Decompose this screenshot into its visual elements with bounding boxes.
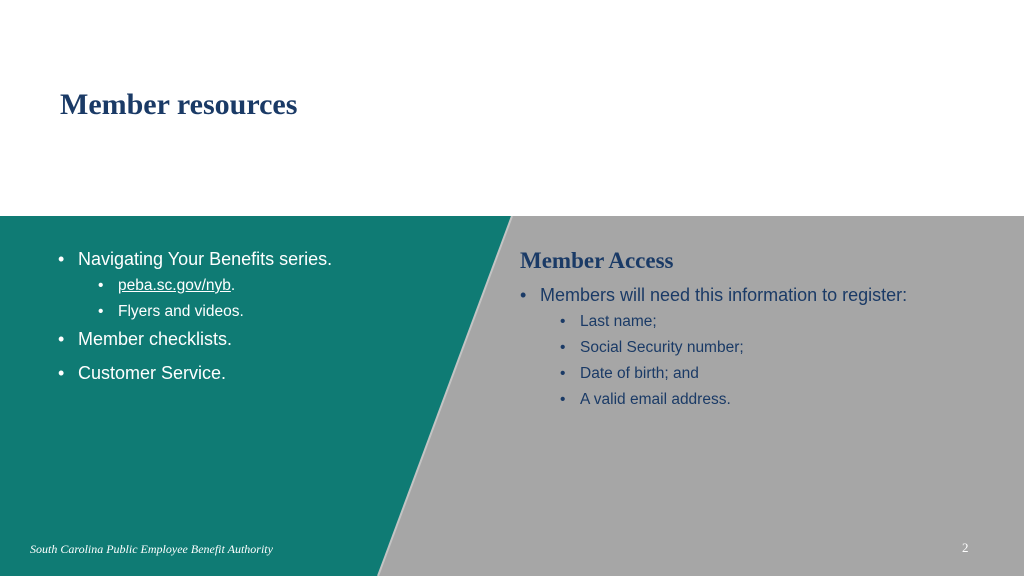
list-item-text: Social Security number;: [580, 339, 744, 356]
list-item-text: Date of birth; and: [580, 365, 699, 382]
bullet-icon: •: [58, 329, 65, 349]
list-item: [560, 312, 1010, 332]
list-item: [560, 364, 1010, 384]
list-item-text: Member checklists.: [78, 329, 233, 349]
bullet-icon: •: [520, 285, 527, 305]
footer-text: South Carolina Public Employee Benefit Authority: [30, 542, 273, 556]
bullet-icon: •: [58, 363, 65, 383]
bullet-icon: •: [560, 339, 566, 356]
resources-list: [58, 248, 418, 390]
bullet-icon: •: [560, 313, 566, 330]
link-suffix: .: [230, 277, 236, 294]
list-item-text: Navigating Your Benefits series.: [78, 249, 333, 269]
bullet-icon: •: [98, 277, 104, 294]
list-item: [520, 284, 1010, 410]
member-access-panel: [520, 248, 1010, 416]
list-item-text: Customer Service.: [78, 363, 227, 383]
slide-title: Member resources: [60, 88, 298, 121]
list-item: [58, 248, 418, 322]
list-item: [560, 390, 1010, 410]
member-access-heading: Member Access: [520, 248, 674, 273]
bullet-icon: •: [98, 303, 104, 320]
nyb-link[interactable]: peba.sc.gov/nyb: [118, 277, 231, 294]
list-item: [58, 362, 418, 384]
list-item-text: Flyers and videos.: [118, 303, 244, 320]
bullet-icon: •: [58, 249, 65, 269]
list-item-text: A valid email address.: [580, 391, 731, 408]
list-item: [560, 338, 1010, 358]
page-number: 2: [962, 540, 969, 555]
list-item: [58, 328, 418, 350]
list-item-text: Members will need this information to register:: [540, 285, 908, 305]
bullet-icon: •: [560, 365, 566, 382]
list-item: [98, 302, 418, 322]
list-item: [98, 276, 418, 296]
list-item-text: Last name;: [580, 313, 657, 330]
bullet-icon: •: [560, 391, 566, 408]
